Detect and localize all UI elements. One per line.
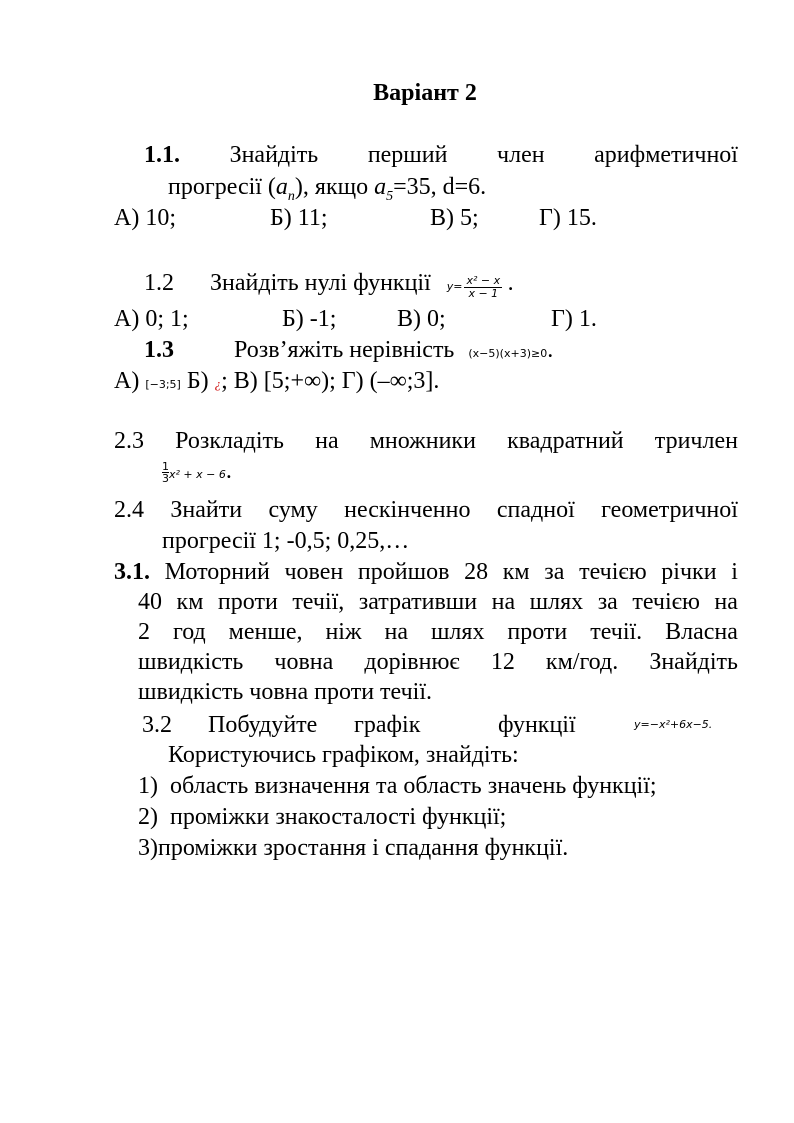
question-3-1-line1: 3.1. Моторний човен пройшов 28 км за течією річки і: [114, 559, 738, 585]
page-title: Варіант 2: [373, 80, 477, 106]
answer-option: Б) -1;: [282, 306, 337, 332]
formula: y= $\frac{\text{x² − x}}{x - 1}$: [446, 273, 501, 300]
question-2-3-line1: 2.3 Розкладіть на множники квадратний тричлен: [114, 428, 738, 454]
question-1-1-line1: 1.1. Знайдіть перший член арифметичної: [144, 142, 738, 168]
question-number: 3.1.: [114, 559, 150, 585]
answer-option: В) 5;: [430, 205, 479, 231]
question-2-4-line1: 2.4 Знайти суму нескінченно спадної геометричної: [114, 497, 738, 523]
answer-option: Г) 1.: [551, 306, 597, 332]
list-item: 2) проміжки знакосталості функції;: [138, 804, 507, 830]
question-2-3-formula: $\frac{1}{3}$ x² + x − 6.: [162, 458, 232, 485]
list-item: 1) область визначення та область значень функції;: [138, 773, 657, 799]
question-1-3-answers: А) [−3;5] Б) ¿; В) [5;+∞); Г) (–∞;3].: [114, 368, 440, 394]
question-number: 1.2: [144, 270, 174, 296]
question-3-2-line2: Користуючись графіком, знайдіть:: [168, 742, 519, 768]
answer-option: Б) 11;: [270, 205, 328, 231]
question-number: 1.1.: [144, 142, 180, 168]
question-1-2: 1.2 Знайдіть нулі функції y= $\frac{\text{x² − x}}{x - 1}$ .: [144, 270, 514, 300]
question-number: 3.2: [142, 712, 172, 738]
list-item: 3)проміжки зростання і спадання функції.: [138, 835, 569, 861]
question-3-2-line1: 3.2 Побудуйте графік функції y=−x²+6x−5.: [142, 712, 713, 738]
question-1-3: 1.3 Розв’яжіть нерівність (x−5)(x+3)≥0.: [144, 337, 554, 363]
question-number: 2.3: [114, 428, 144, 454]
question-number: 2.4: [114, 497, 144, 523]
question-2-4-line2: прогресії 1; -0,5; 0,25,…: [162, 528, 410, 554]
answer-option: В) 0;: [397, 306, 446, 332]
answer-option: А) 10;: [114, 205, 176, 231]
question-3-1-line5: швидкість човна проти течії.: [138, 679, 432, 705]
question-1-1-line2: прогресії $(a_n)$, якщо $a_5=35$, d=6.: [168, 174, 487, 204]
answer-option: А) 0; 1;: [114, 306, 189, 332]
formula: (x−5)(x+3)≥0: [468, 347, 548, 360]
question-3-1-line2: 40 км проти течії, затративши на шлях за течією на: [138, 589, 738, 615]
formula: y=−x²+6x−5.: [634, 718, 713, 731]
question-3-1-line3: 2 год менше, ніж на шлях проти течії. Власна: [138, 619, 738, 645]
answer-option: Г) 15.: [539, 205, 597, 231]
question-3-1-line4: швидкість човна дорівнює 12 км/год. Знайдіть: [138, 649, 738, 675]
question-number: 1.3: [144, 337, 174, 363]
